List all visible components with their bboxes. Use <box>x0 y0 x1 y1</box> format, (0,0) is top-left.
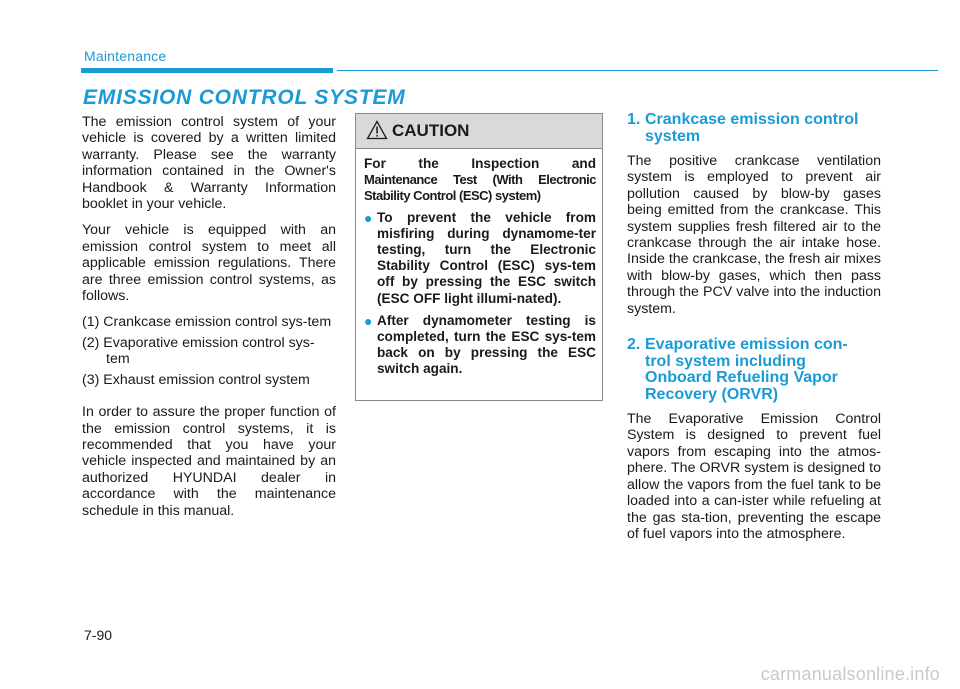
section-body-crankcase: The positive crankcase ventilation system is employed to prevent air pollution caused by blow-by gases being emitted from the crankcase. This system supplies fresh filtered air to the crankcase through the air intake hose. Inside the crankcase, the fresh air mixes with blow-by gases, which then pass through the PCV valve into the induction system. <box>627 153 881 317</box>
caution-intro-rest: Maintenance Test (With Electronic Stability Control (ESC) system) <box>364 172 596 204</box>
caution-intro <box>364 156 596 205</box>
warning-triangle-icon <box>366 120 388 140</box>
intro-column <box>82 114 336 529</box>
emission-systems-list <box>82 314 336 388</box>
bullet-dot-icon: ● <box>364 312 373 329</box>
intro-paragraph-1: The emission control system of your vehicle is covered by a written limited warranty. Please see the warranty information contained in the Owner's Handbook & Warranty Information booklet in your vehicle. <box>82 114 336 213</box>
page-number: 7-90 <box>84 627 113 643</box>
caution-title: CAUTION <box>392 121 470 140</box>
header-rule-thin <box>337 70 938 71</box>
section-heading-evaporative: 2. Evaporative emission con- trol system including Onboard Refueling Vapor Recovery (ORVR) <box>627 336 848 403</box>
list-item: (2) Evaporative emission control sys-tem <box>82 334 315 368</box>
list-item: (1) Crankcase emission control sys-tem <box>82 314 332 331</box>
bullet-dot-icon: ● <box>364 209 373 226</box>
intro-paragraph-3: In order to assure the proper function of the emission control systems, it is recommended that you have your vehicle inspected and maintained by an authorized HYUNDAI dealer in accordance with the maintenance schedule in this manual. <box>82 404 336 519</box>
caution-bullet <box>364 210 596 307</box>
list-item: (3) Exhaust emission control system <box>82 371 310 388</box>
header-rule-thick <box>81 68 333 73</box>
caution-body <box>356 149 602 378</box>
caution-bullet-text: To prevent the vehicle from misfiring during dynamome-ter testing, turn the Electronic Stability Control (ESC) sys-tem off by pressing the ESC switch (ESC OFF light illumi-nated). <box>377 209 596 306</box>
page-title: EMISSION CONTROL SYSTEM <box>83 86 406 109</box>
caution-box <box>355 113 603 401</box>
section-header-label: Maintenance <box>84 48 167 64</box>
intro-paragraph-2: Your vehicle is equipped with an emission control system to meet all applicable emission regulations. There are three emission control systems, as follows. <box>82 222 336 305</box>
caution-bullet <box>364 313 596 378</box>
caution-intro-lead: For the Inspection and <box>364 156 596 171</box>
section-body-evaporative: The Evaporative Emission Control System is designed to prevent fuel vapors from escaping into the atmos-phere. The ORVR system is designed to allow the vapors from the fuel tank to be loaded into a can-ister while refueling at the gas sta-tion, preventing the escape of fuel vapors into the atmosphere. <box>627 411 881 542</box>
caution-bullet-text: After dynamometer testing is completed, turn the ESC sys-tem back on by pressing the ESC switch again. <box>377 312 596 377</box>
caution-header <box>356 114 602 149</box>
sections-column <box>627 112 881 552</box>
section-heading-crankcase: 1. Crankcase emission control system <box>627 111 859 145</box>
watermark: carmanualsonline.info <box>760 664 940 684</box>
